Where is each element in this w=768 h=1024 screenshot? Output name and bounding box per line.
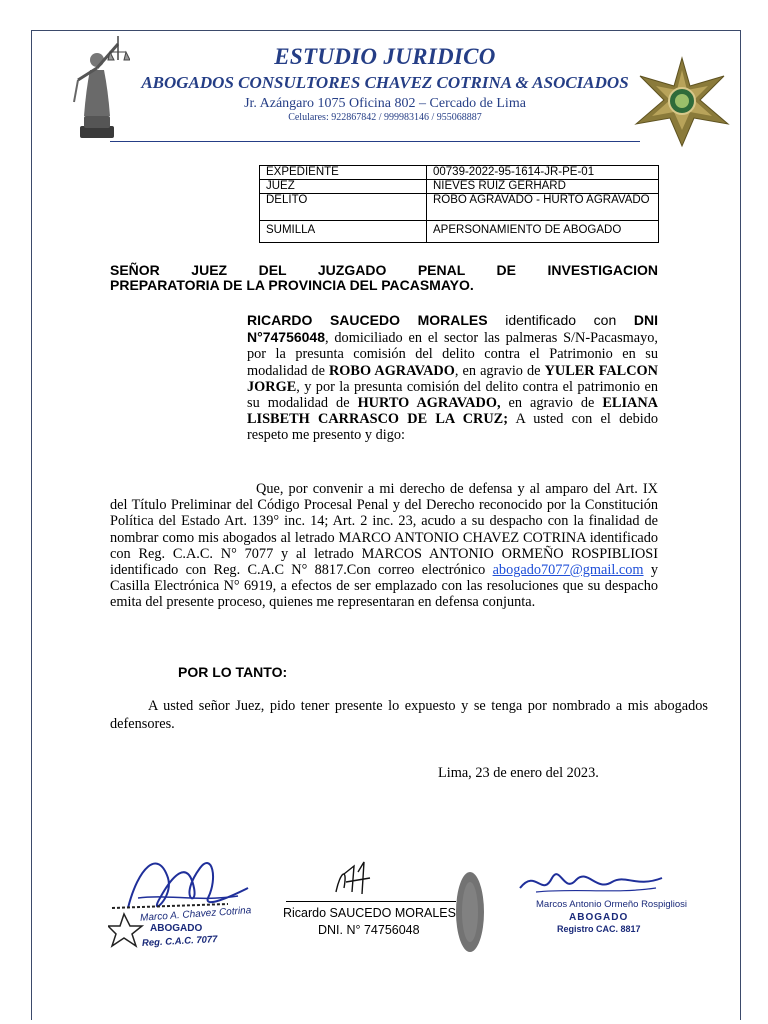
star-badge-logo: [632, 56, 732, 148]
case-label: SUMILLA: [260, 221, 427, 243]
signature-1-name: Marco A. Chavez Cotrina: [139, 905, 252, 924]
victim-1: YULER FALCON JORGE: [247, 362, 658, 395]
signature-3-name: Marcos Antonio Ormeño Rospigliosi: [536, 899, 688, 910]
signature-1-reg: Reg. C.A.C. 7077: [141, 934, 218, 949]
closing-heading: POR LO TANTO:: [178, 664, 288, 680]
addressee: [110, 263, 658, 293]
victim-2: ELIANA LISBETH CARRASCO DE LA CRUZ;: [247, 395, 659, 428]
intro-text: A usted con el debido respeto me presento y digo:: [247, 411, 658, 444]
case-label: DELITO: [260, 194, 427, 221]
signature-2-line: [286, 901, 456, 902]
closing-text: A usted señor Juez, pido tener presente lo expuesto y se tenga por nombrado a mis abogados defensores.: [110, 698, 708, 732]
petitioner-name: RICARDO SAUCEDO MORALES: [247, 312, 488, 328]
intro-text: , y por la presunta comisión del delito contra el patrimonio en su modalidad de: [247, 378, 658, 412]
case-value: 00739-2022-95-1614-JR-PE-01: [427, 166, 659, 180]
firm-address: Jr. Azángaro 1075 Oficina 802 – Cercado de Lima: [244, 96, 526, 111]
case-label: EXPEDIENTE: [260, 166, 427, 180]
addressee-line2: PREPARATORIA DE LA PROVINCIA DEL PACASMAYO.: [110, 277, 474, 293]
table-row: [260, 166, 659, 180]
document-date: Lima, 23 de enero del 2023.: [438, 765, 599, 781]
intro-text: identificado con: [487, 312, 634, 328]
signature-2-name: Ricardo SAUCEDO MORALES: [283, 906, 456, 920]
addressee-line1: SEÑOR JUEZ DEL JUZGADO PENAL DE INVESTIGACION: [110, 262, 658, 278]
firm-title: ESTUDIO JURIDICO: [274, 44, 496, 69]
table-row: [260, 194, 659, 221]
case-info-table: [259, 165, 659, 243]
body-text: Que, por convenir a mi derecho de defensa y al amparo del Art. IX del Título Preliminar del Código Procesal Penal y del Derecho reconocido por la Constitución Política del Estado Art. 139° inc. 14; Art. 2 inc. 23, acudo a su despacho con la finalidad de nombrar como mis abogados al letrado MARCO ANTONIO CHAVEZ COTRINA identificado con Reg. C.A.C. N° 7077 y al letrado MARCOS ANTONIO ORMEÑO ROSPIBLIOSI identificado con Reg. C.A.C N° 8817.Con correo electrónico: [110, 481, 658, 579]
body-text: y Casilla Electrónica N° 6919, a efectos de ser emplazado con las resoluciones que su despacho emita del presente proceso, quienes me representaran en defensa conjunta.: [110, 562, 658, 611]
intro-paragraph: [247, 312, 658, 444]
crime-1: ROBO AGRAVADO: [328, 362, 455, 379]
case-value: NIEVES RUIZ GERHARD: [427, 180, 659, 194]
petitioner-dni: DNI N°74756048: [247, 312, 658, 346]
case-value: ROBO AGRAVADO - HURTO AGRAVADO: [427, 194, 659, 221]
table-row: [260, 180, 659, 194]
intro-text: en agravio de: [500, 395, 603, 412]
closing-paragraph: [110, 697, 708, 733]
body-paragraph: [110, 481, 658, 611]
firm-phones: Celulares: 922867842 / 999983146 / 955068887: [288, 112, 482, 123]
email-link[interactable]: abogado7077@gmail.com: [492, 562, 644, 579]
intro-text: , en agravio de: [454, 362, 545, 379]
signature-3-role: ABOGADO: [569, 912, 629, 923]
crime-2: HURTO AGRAVADO,: [357, 395, 501, 412]
signature-1-role: ABOGADO: [150, 923, 203, 934]
letterhead-rule: [110, 141, 640, 142]
table-row: [260, 221, 659, 243]
firm-name: ABOGADOS CONSULTORES CHAVEZ COTRINA & ASOCIADOS: [141, 73, 629, 92]
case-label: JUEZ: [260, 180, 427, 194]
signature-2-dni: DNI. N° 74756048: [318, 923, 420, 937]
case-value: APERSONAMIENTO DE ABOGADO: [427, 221, 659, 243]
intro-text: , domiciliado en el sector las palmeras S/N-Pacasmayo, por la presunta comisión del delito contra el Patrimonio en su modalidad de: [247, 330, 658, 379]
signature-3-reg: Registro CAC. 8817: [557, 924, 641, 934]
